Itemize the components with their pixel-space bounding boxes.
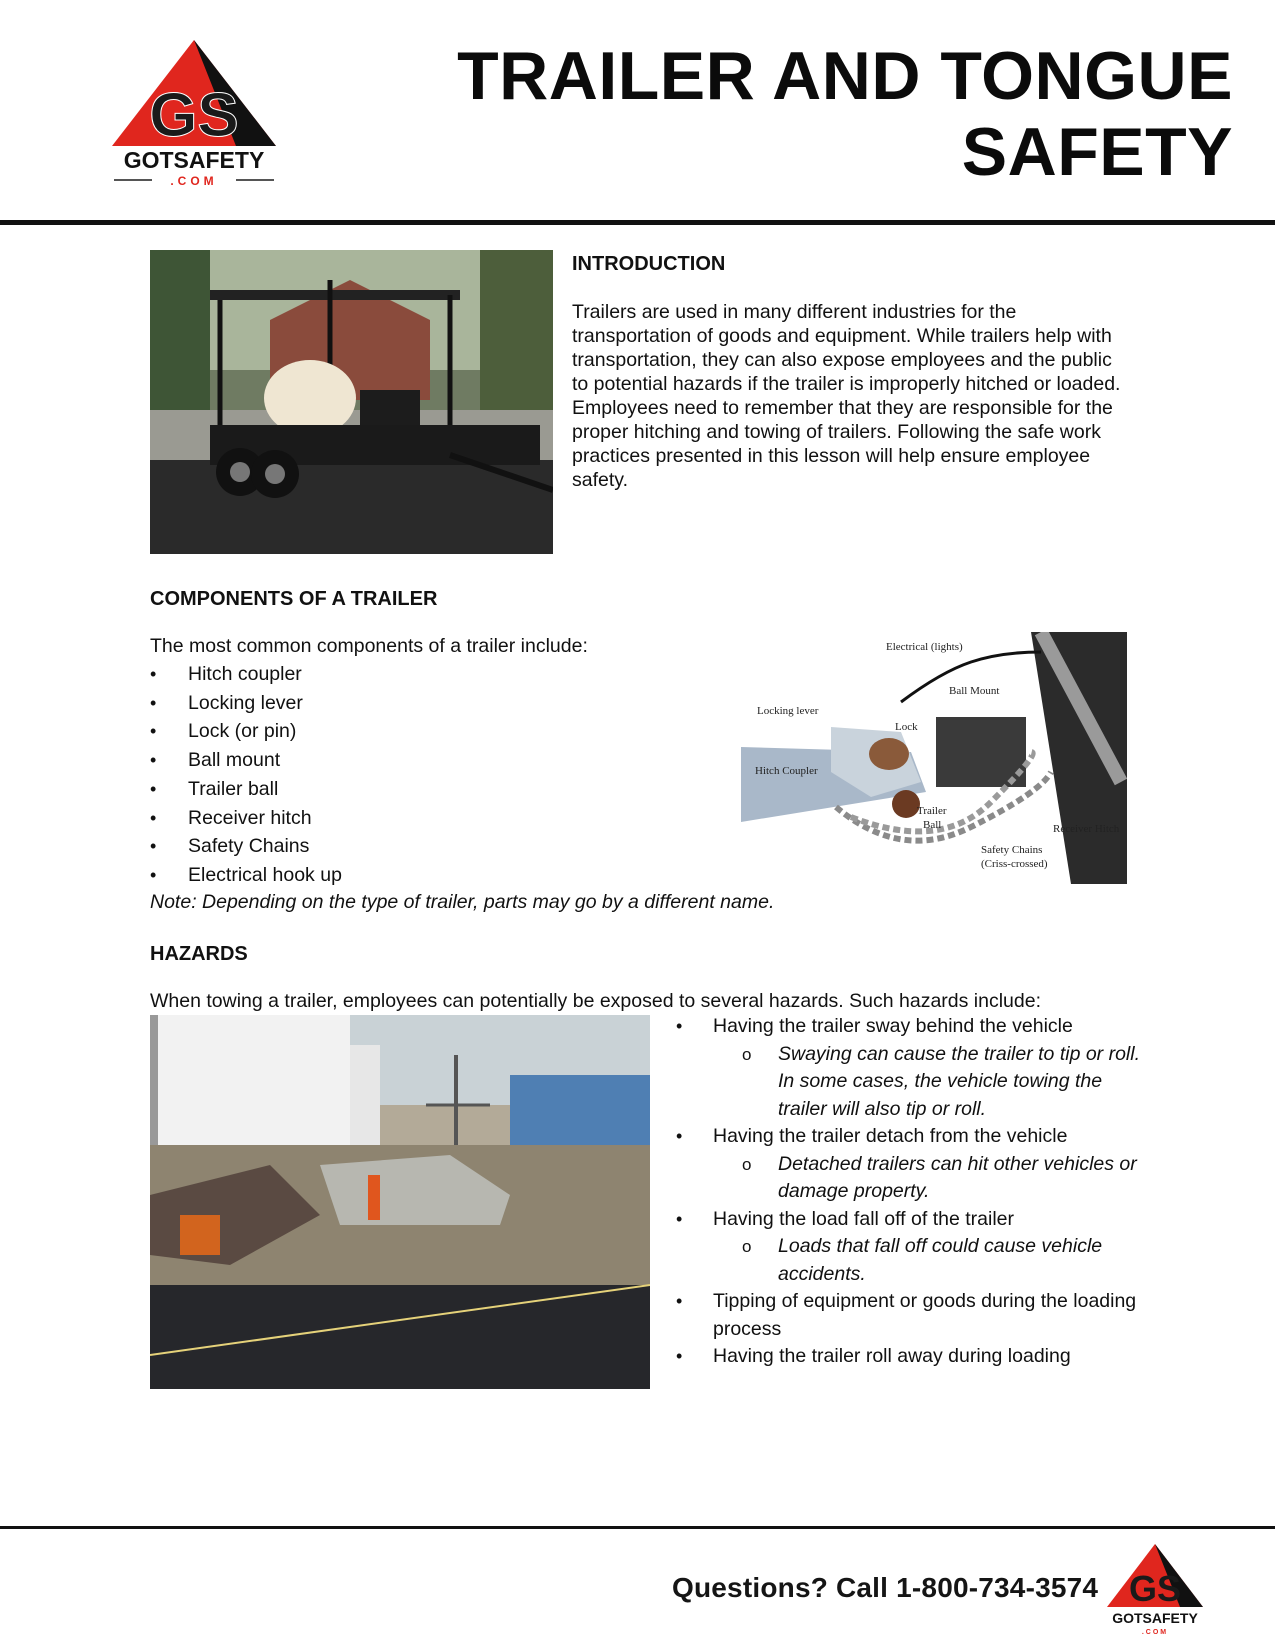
hitch-diagram	[741, 632, 1127, 884]
list-item: • Safety Chains	[150, 832, 710, 861]
hazard-detail: o Detached trailers can hit other vehicles or damage property.	[778, 1151, 1146, 1206]
hazard-detail: o Swaying can cause the trailer to tip or roll. In some cases, the vehicle towing the trailer will also tip or roll.	[778, 1041, 1146, 1124]
logo-letters-small: GS	[1128, 1568, 1182, 1609]
list-item	[676, 1123, 1146, 1206]
contact-phone: Questions? Call 1-800-734-3574	[672, 1572, 1099, 1603]
label-locking-lever: Locking lever	[757, 705, 819, 717]
components-intro: The most common components of a trailer include:	[150, 635, 588, 657]
list-item: • Having the trailer roll away during loading	[676, 1343, 1146, 1371]
title-line-1: TRAILER AND TONGUE	[457, 38, 1233, 114]
hazards-heading: HAZARDS	[150, 943, 248, 965]
label-ball-mount: Ball Mount	[949, 685, 1000, 697]
hazards-intro: When towing a trailer, employees can potentially be exposed to several hazards. Such hazards include:	[150, 990, 1042, 1012]
hazard-detail: o Loads that fall off could cause vehicle accidents.	[778, 1233, 1146, 1288]
list-item: • Ball mount	[150, 746, 710, 775]
footer-divider	[0, 1526, 1275, 1529]
label-safety-chains: Safety Chains	[981, 844, 1043, 856]
components-list	[150, 660, 710, 890]
introduction-heading: INTRODUCTION	[572, 253, 726, 275]
logo-name: GOTSAFETY	[123, 147, 265, 173]
label-ball: Ball	[923, 819, 942, 831]
list-item: • Lock (or pin)	[150, 717, 710, 746]
list-item: • Tipping of equipment or goods during the loading process	[676, 1288, 1146, 1343]
introduction-text: Trailers are used in many different industries for the transportation of goods and equipment. While trailers help with transportation, they can also expose employees and the public to potential hazards if the trailer is improperly hitched or loaded. Employees need to remember that they are responsible for the proper hitching and towing of trailers. Following the safe work practices presented in this lesson will help ensure employee safety.	[572, 301, 1121, 491]
list-item: • Hitch coupler	[150, 660, 710, 689]
title-line-2: SAFETY	[961, 114, 1233, 190]
logo-letters: GS	[149, 81, 239, 150]
list-item	[676, 1013, 1146, 1123]
list-item: • Receiver hitch	[150, 804, 710, 833]
label-trailer: Trailer	[917, 805, 947, 817]
header-divider	[0, 220, 1275, 225]
hazard-text: Having the trailer detach from the vehicle	[713, 1125, 1068, 1147]
label-lock: Lock	[895, 721, 918, 733]
label-criss-crossed: (Criss-crossed)	[981, 858, 1048, 870]
logo-domain: .COM	[170, 174, 218, 188]
hazard-text: Having the trailer sway behind the vehicle	[713, 1015, 1073, 1037]
components-note: Note: Depending on the type of trailer, parts may go by a different name.	[150, 891, 775, 913]
trailer-accident-photo	[150, 1015, 650, 1389]
gotsafety-logo-small	[1105, 1543, 1205, 1637]
list-item: • Locking lever	[150, 689, 710, 718]
trailer-photo	[150, 250, 553, 554]
label-hitch-coupler: Hitch Coupler	[755, 765, 818, 777]
logo-name-small: GOTSAFETY	[1112, 1610, 1198, 1626]
list-item: • Electrical hook up	[150, 861, 710, 890]
components-heading: COMPONENTS OF A TRAILER	[150, 588, 438, 610]
label-electrical: Electrical (lights)	[886, 641, 963, 653]
hazard-text: Having the load fall off of the trailer	[713, 1207, 1014, 1230]
list-item	[676, 1206, 1146, 1289]
list-item: • Trailer ball	[150, 775, 710, 804]
page-title	[457, 38, 1233, 190]
gotsafety-logo	[110, 38, 278, 196]
logo-domain-small: .COM	[1141, 1629, 1169, 1636]
hazards-list	[676, 1013, 1146, 1371]
label-receiver-hitch: Receiver Hitch	[1053, 823, 1120, 835]
